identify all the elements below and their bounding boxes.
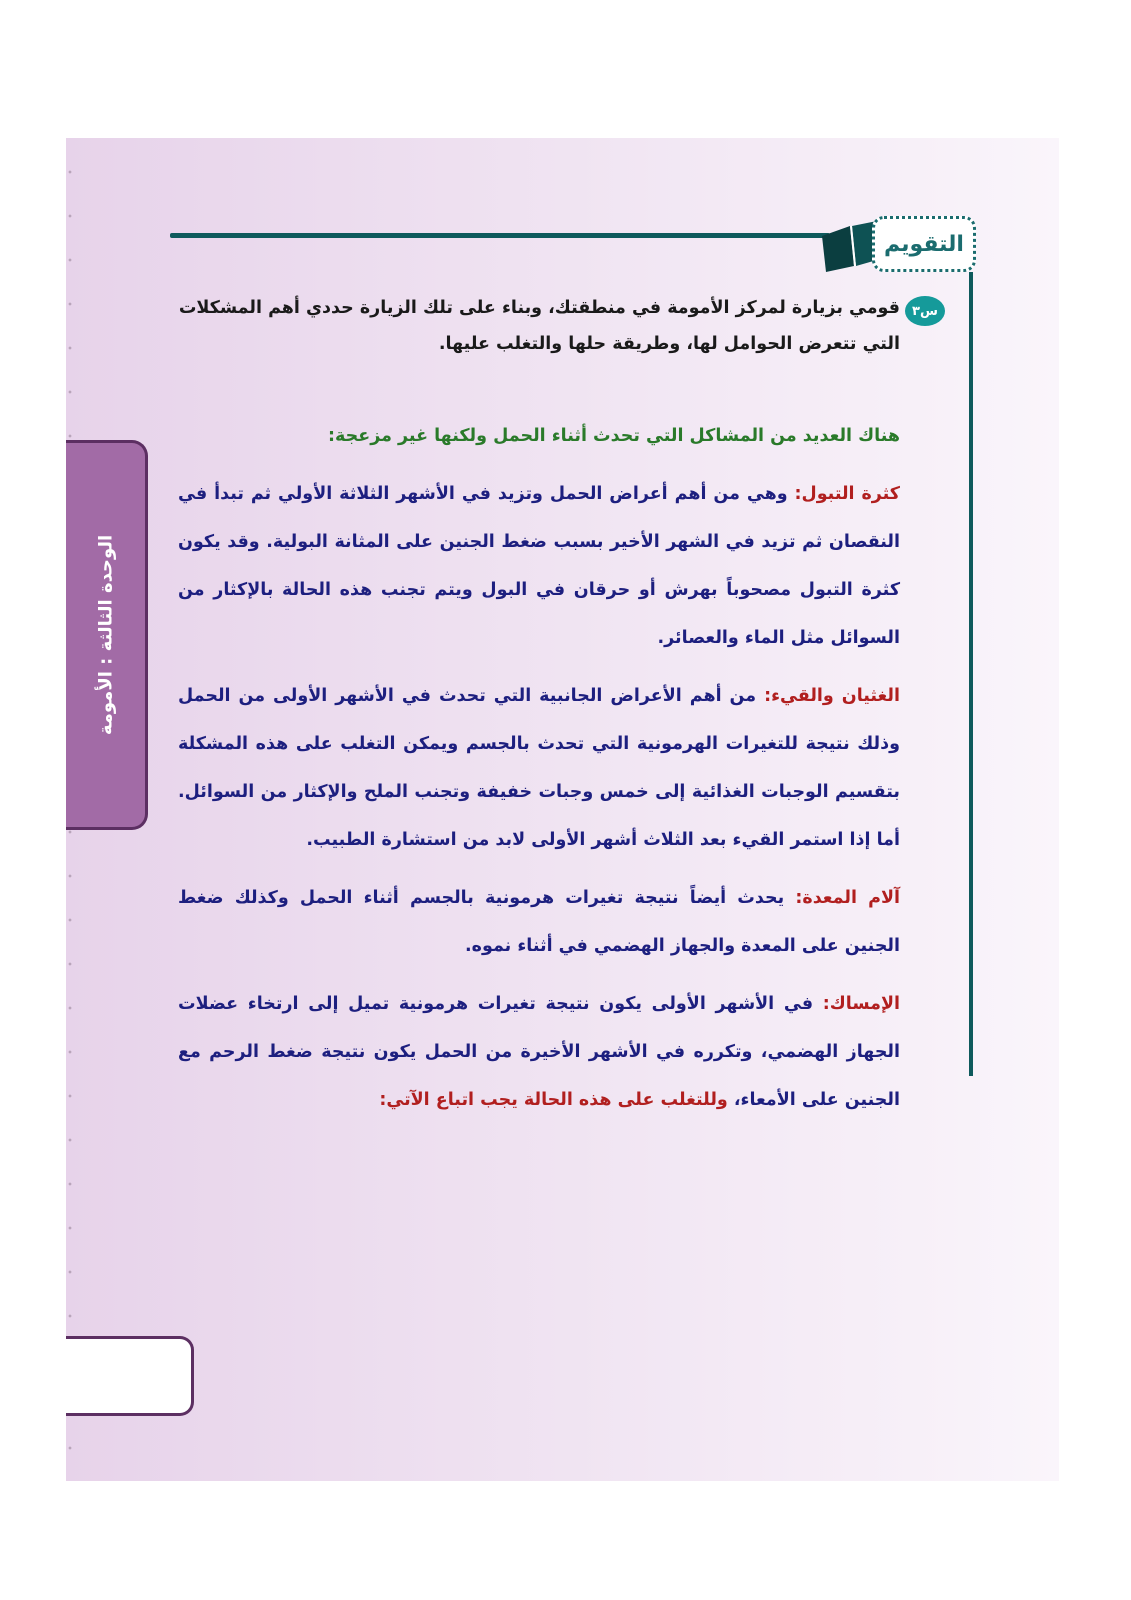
- item-term: آلام المعدة:: [795, 888, 900, 908]
- item-tail: وللتغلب على هذه الحالة يجب اتباع الآتي:: [379, 1090, 728, 1110]
- answer-intro: هناك العديد من المشاكل التي تحدث أثناء الحمل ولكنها غير مزعجة:: [328, 426, 900, 446]
- item-text: من أهم الأعراض الجانبية التي تحدث في الأشهر الأولى من الحمل وذلك نتيجة للتغيرات الهرمونية التي تحدث بالجسم ويمكن التغلب على هذه المشكلة بتقسيم الوجبات الغذائية إلى خمس وجبات خفيفة وتجنب الملح والإكثار من السوائل. أما إذا استمر القيء بعد الثلاث أشهر الأولى لابد من استشارة الطبيب.: [178, 686, 900, 850]
- item-term: كثرة التبول:: [794, 484, 900, 504]
- item-text: وهي من أهم أعراض الحمل وتزيد في الأشهر الثلاثة الأولي ثم تبدأ في النقصان ثم تزيد في الشهر الأخير بسبب ضغط الجنين على المثانة البولية. وقد يكون كثرة التبول مصحوباً بهرش أو حرقان في البول ويتم تجنب هذه الحالة بالإكثار من السوائل مثل الماء والعصائر.: [178, 484, 900, 648]
- answer-item: [178, 470, 900, 662]
- answer-item: [178, 874, 900, 970]
- answer-body: [178, 412, 900, 1134]
- section-title: التقويم: [884, 231, 964, 257]
- page-number-box: [66, 1336, 194, 1416]
- item-term: الإمساك:: [822, 994, 900, 1014]
- item-text: يحدث أيضاً نتيجة تغيرات هرمونية بالجسم أثناء الحمل وكذلك ضغط الجنين على المعدة والجهاز الهضمي في أثناء نموه.: [178, 888, 900, 956]
- section-rule: [969, 272, 973, 1076]
- question-text: قومي بزيارة لمركز الأمومة في منطقتك، وبناء على تلك الزيارة حددي أهم المشكلات التي تتعرض الحوامل لها، وطريقة حلها والتغلب عليها.: [178, 298, 900, 354]
- unit-label: الوحدة الثالثة : الأمومة: [95, 534, 116, 736]
- item-term: الغثيان والقيء:: [764, 686, 901, 706]
- answer-item: [178, 980, 900, 1124]
- answer-item: [178, 672, 900, 864]
- question-badge: س٣: [905, 296, 945, 326]
- unit-side-tab: [66, 440, 148, 830]
- header-rule: [170, 233, 830, 238]
- header-box: [872, 216, 976, 272]
- item-text: في الأشهر الأولى يكون نتيجة تغيرات هرمونية تميل إلى ارتخاء عضلات الجهاز الهضمي، وتكرره في الأشهر الأخيرة من الحمل يكون نتيجة ضغط الرحم مع الجنين على الأمعاء،: [178, 994, 900, 1110]
